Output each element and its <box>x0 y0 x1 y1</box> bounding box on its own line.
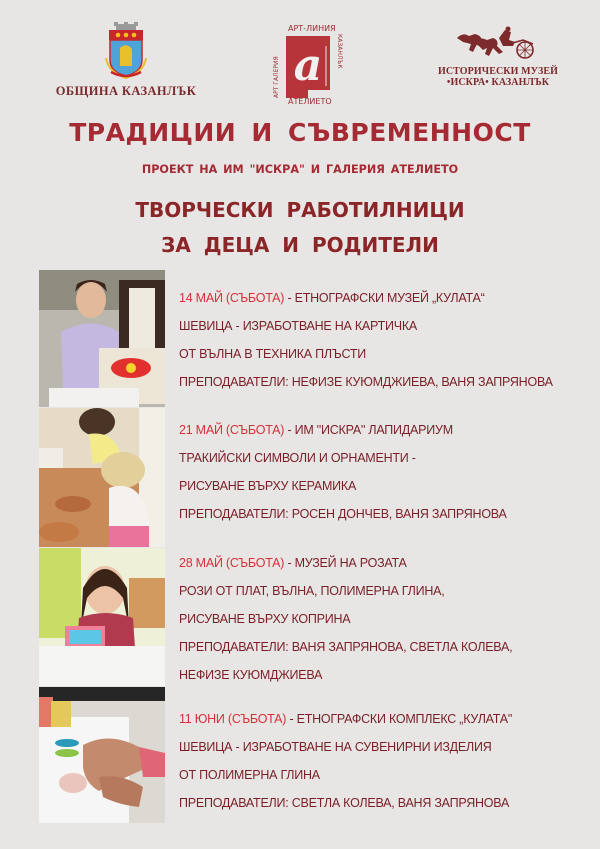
event-teachers: ПРЕПОДАВАТЕЛИ: НЕФИЗЕ КУЮМДЖИЕВА, ВАНЯ ЗАПРЯНОВА <box>179 374 553 389</box>
event-date: 14 МАЙ (СЪБОТА) <box>179 290 285 305</box>
event-header <box>179 705 564 733</box>
event-1 <box>179 284 589 396</box>
museum-location: •ИСКРА• КАЗАНЛЪК <box>446 77 550 88</box>
hands-polymer-clay-photo <box>39 687 165 823</box>
event-description-line: РИСУВАНЕ ВЪРХУ КОПРИНА <box>179 611 351 626</box>
event-teachers: ПРЕПОДАВАТЕЛИ: РОСЕН ДОНЧЕВ, ВАНЯ ЗАПРЯНОВА <box>179 506 507 521</box>
svg-text:АРТ-ЛИНИЯ: АРТ-ЛИНИЯ <box>288 24 336 33</box>
event-description-line: ШЕВИЦА - ИЗРАБОТВАНЕ НА КАРТИЧКА <box>179 318 417 333</box>
event-2 <box>179 416 589 528</box>
girl-felt-embroidery-photo <box>39 270 165 407</box>
museum-name: ИСТОРИЧЕСКИ МУЗЕЙ <box>437 66 559 77</box>
event-place: - МУЗЕЙ НА РОЗАТА <box>284 555 407 570</box>
event-description-line: РОЗИ ОТ ПЛАТ, ВЪЛНА, ПОЛИМЕРНА ГЛИНА, <box>179 583 445 598</box>
event-place: - ИМ "ИСКРА" ЛАПИДАРИУМ <box>284 422 453 437</box>
event-4 <box>179 705 589 817</box>
heading-line-1: ТВОРЧЕСКИ РАБОТИЛНИЦИ <box>135 198 465 222</box>
event-description-line: ОТ ВЪЛНА В ТЕХНИКА ПЛЪСТИ <box>179 346 367 361</box>
photo-strip <box>39 270 165 823</box>
event-description-line: РИСУВАНЕ ВЪРХУ КЕРАМИКА <box>179 478 357 493</box>
art-gallery-atelieto-logo-icon <box>268 18 352 106</box>
event-header <box>179 284 564 312</box>
svg-text:a: a <box>293 40 323 91</box>
coat-of-arms-icon <box>102 22 150 82</box>
event-header <box>179 416 564 444</box>
event-date: 28 МАЙ (СЪБОТА) <box>179 555 285 570</box>
event-teachers: ПРЕПОДАВАТЕЛИ: ВАНЯ ЗАПРЯНОВА, СВЕТЛА КОЛЕВА, <box>179 639 513 654</box>
poster-title: ТРАДИЦИИ И СЪВРЕМЕННОСТ <box>69 118 531 147</box>
event-3 <box>179 549 589 689</box>
girl-holding-painting-photo <box>39 548 165 686</box>
event-teachers-continued: НЕФИЗЕ КУЮМДЖИЕВА <box>179 667 323 682</box>
svg-text:АРТ ГАЛЕРИЯ: АРТ ГАЛЕРИЯ <box>273 56 280 98</box>
event-description-line: ОТ ПОЛИМЕРНА ГЛИНА <box>179 767 320 782</box>
girls-painting-ceramics-photo <box>39 408 165 547</box>
svg-text:АТЕЛИЕТО: АТЕЛИЕТО <box>288 97 332 106</box>
municipality-name: ОБЩИНА КАЗАНЛЪК <box>55 84 197 98</box>
municipality-logo <box>46 22 206 99</box>
event-header <box>179 549 564 577</box>
chariot-icon <box>453 26 543 62</box>
event-description-line: ТРАКИЙСКИ СИМВОЛИ И ОРНАМЕНТИ - <box>179 450 416 465</box>
svg-text:КАЗАНЛЪК: КАЗАНЛЪК <box>336 34 343 69</box>
poster-subtitle: ПРОЕКТ НА ИМ "ИСКРА" И ГАЛЕРИЯ АТЕЛИЕТО <box>141 163 459 176</box>
event-teachers: ПРЕПОДАВАТЕЛИ: СВЕТЛА КОЛЕВА, ВАНЯ ЗАПРЯНОВА <box>179 795 510 810</box>
heading-line-2: ЗА ДЕЦА И РОДИТЕЛИ <box>161 233 439 257</box>
event-place: - ЕТНОГРАФСКИ МУЗЕЙ „КУЛАТА“ <box>284 290 485 305</box>
logo-header <box>0 0 600 110</box>
museum-logo <box>428 26 568 88</box>
event-date: 11 ЮНИ (СЪБОТА) <box>179 711 287 726</box>
gallery-logo <box>268 18 352 106</box>
event-description-line: ШЕВИЦА - ИЗРАБОТВАНЕ НА СУВЕНИРНИ ИЗДЕЛИЯ <box>179 739 492 754</box>
event-place: - ЕТНОГРАФСКИ КОМПЛЕКС „КУЛАТА" <box>286 711 513 726</box>
event-date: 21 МАЙ (СЪБОТА) <box>179 422 285 437</box>
